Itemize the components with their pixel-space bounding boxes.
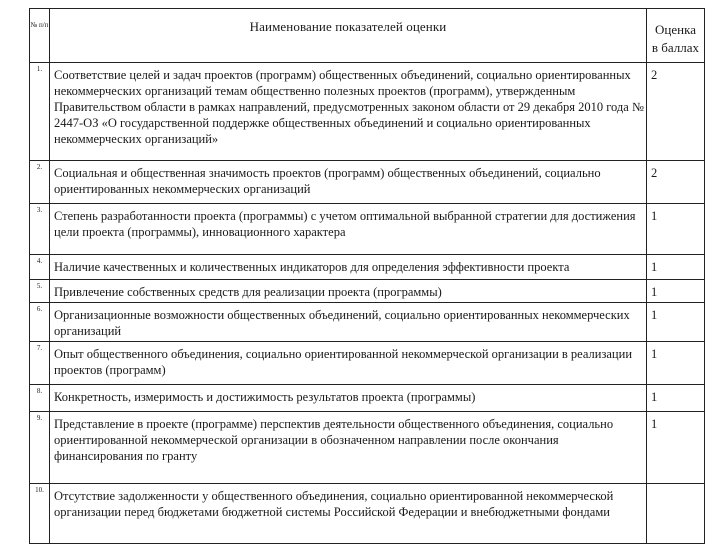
row-number: 4.: [30, 255, 50, 280]
row-score: 2: [647, 63, 705, 161]
table-row: [30, 63, 705, 161]
row-number: 1.: [30, 63, 50, 161]
row-criterion: Отсутствие задолженности у общественного объединения, социально ориентированной некоммерческой организации перед бюджетами бюджетной системы Российской Федерации и внебюджетными фондами: [50, 484, 647, 544]
row-criterion: Конкретность, измеримость и достижимость результатов проекта (программы): [50, 385, 647, 412]
criteria-table: [29, 8, 705, 544]
table-row: [30, 484, 705, 544]
table-row: [30, 280, 705, 303]
row-number: 6.: [30, 303, 50, 342]
row-score: 1: [647, 204, 705, 255]
table-row: [30, 303, 705, 342]
row-score: 1: [647, 255, 705, 280]
row-score: 1: [647, 385, 705, 412]
row-number: 3.: [30, 204, 50, 255]
row-criterion: Организационные возможности общественных объединений, социально ориентированных некоммерческих организаций: [50, 303, 647, 342]
row-score: 1: [647, 303, 705, 342]
row-score: 1: [647, 412, 705, 484]
row-criterion: Социальная и общественная значимость проектов (программ) общественных объединений, социально ориентированных некоммерческих организаций: [50, 161, 647, 204]
row-score: [647, 484, 705, 544]
row-score: 2: [647, 161, 705, 204]
row-number: 9.: [30, 412, 50, 484]
row-criterion: Наличие качественных и количественных индикаторов для определения эффективности проекта: [50, 255, 647, 280]
header-score-line1: Оценка: [655, 22, 696, 37]
row-criterion: Привлечение собственных средств для реализации проекта (программы): [50, 280, 647, 303]
row-score: 1: [647, 342, 705, 385]
row-criterion: Опыт общественного объединения, социально ориентированной некоммерческой организации в реализации проектов (программ): [50, 342, 647, 385]
row-number: 8.: [30, 385, 50, 412]
table-row: [30, 255, 705, 280]
table-row: [30, 342, 705, 385]
table-row: [30, 385, 705, 412]
row-criterion: Представление в проекте (программе) перспектив деятельности общественного объединения, социально ориентированной некоммерческой организации в обозначенном направлении после окончания финансирования по гранту: [50, 412, 647, 484]
table-header-row: [30, 9, 705, 63]
table-row: [30, 412, 705, 484]
table-row: [30, 161, 705, 204]
header-name: Наименование показателей оценки: [50, 9, 647, 63]
header-number: № п/п: [30, 9, 50, 63]
header-score-line2: в баллах: [651, 40, 700, 55]
row-number: 2.: [30, 161, 50, 204]
row-criterion: Степень разработанности проекта (программы) с учетом оптимальной выбранной стратегии для достижения цели проекта (программы), инновационного характера: [50, 204, 647, 255]
row-score: 1: [647, 280, 705, 303]
table-row: [30, 204, 705, 255]
row-number: 10.: [30, 484, 50, 544]
row-number: 7.: [30, 342, 50, 385]
row-criterion: Соответствие целей и задач проектов (программ) общественных объединений, социально ориентированных некоммерческих организаций темам общественно полезных проектов (программ), утвержденным Правительством области в рамках направлений, предусмотренных законом области от 29 декабря 2010 года № 2447-ОЗ «О государственной поддержке общественных объединений и социально ориентированных некоммерческих организаций»: [50, 63, 647, 161]
header-score: [647, 9, 705, 63]
row-number: 5.: [30, 280, 50, 303]
